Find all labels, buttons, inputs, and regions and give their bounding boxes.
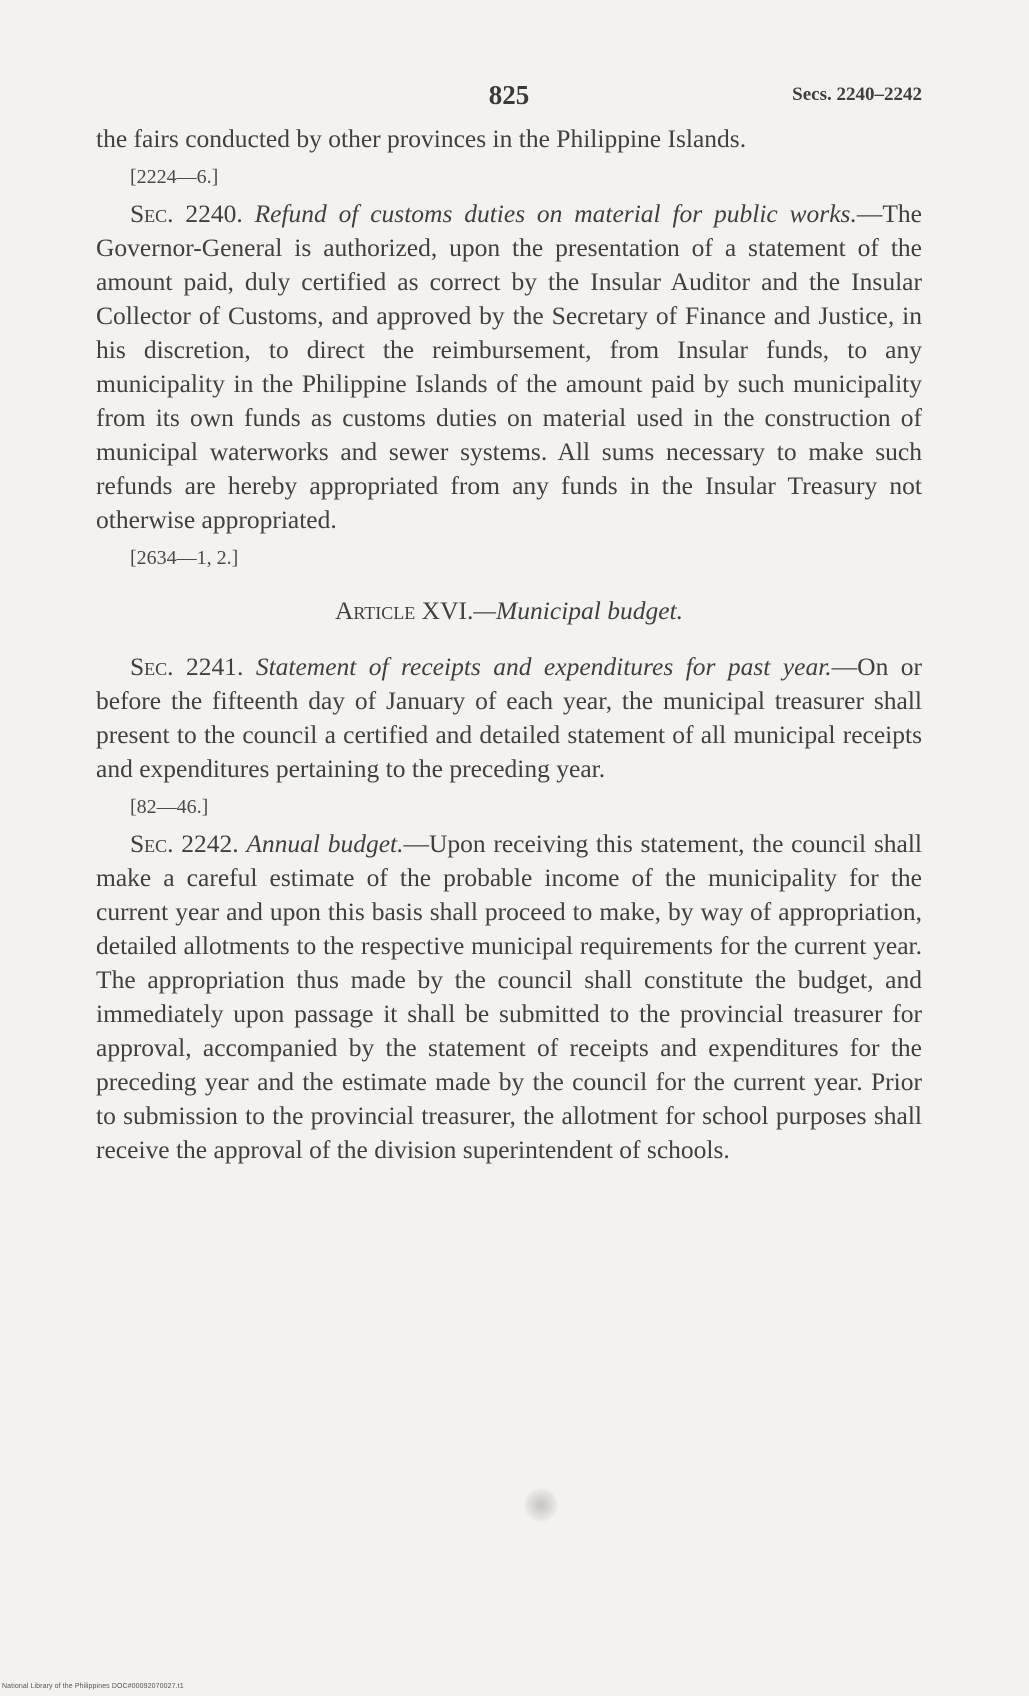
section-body: —Upon receiving this statement, the council shall make a careful estimate of the probable income of the municipality for the current year and upon this basis shall proceed to make, by way of appropriation, detailed allotments to the respective municipal requirements for the current year. The appropriation thus made by the council shall constitute the budget, and immediately upon passage it shall be submitted to the provincial treasurer for approval, accompanied by the statement of receipts and expenditures for the preceding year and the estimate made by the council for the current year. Prior to submission to the provincial treasurer, the allotment for school purposes shall receive the approval of the division superintendent of schools. <box>96 829 922 1164</box>
section-number: 2242. <box>181 829 239 858</box>
section-2240 <box>96 197 922 537</box>
section-label: Sec. <box>130 652 174 681</box>
section-title: Annual budget. <box>246 829 404 858</box>
section-body: —On or before the fifteenth day of January of each year, the municipal treasurer shall present to the council a certified and detailed statement of all municipal receipts and expenditures pertaining to the preceding year. <box>96 652 923 783</box>
article-label: Article XVI. <box>334 596 474 625</box>
document-page <box>96 78 922 1167</box>
section-label: Sec. <box>130 829 174 858</box>
section-body: —The Governor-General is authorized, upon the presentation of a statement of the amount paid, duly certified as correct by the Insular Auditor and the Insular Collector of Customs, and approved by the Secretary of Finance and Justice, in his discretion, to direct the reimbursement, from Insular funds, to any municipality in the Philippine Islands of the amount paid by such municipality from its own funds as customs duties on material used in the construction of municipal waterworks and sewer systems. All sums necessary to make such refunds are hereby appropriated from any funds in the Insular Treasury not otherwise appropriated. <box>96 199 923 534</box>
section-2241 <box>96 650 922 786</box>
citation: [2634—1, 2.] <box>130 547 239 569</box>
section-number: 2240. <box>185 199 243 228</box>
archive-footer: National Library of the Philippines DOC#00092070027.t1 <box>2 1683 184 1690</box>
page-header <box>96 78 922 118</box>
ink-blot-mark <box>524 1488 558 1522</box>
page-number: 825 <box>488 80 530 110</box>
section-2242 <box>96 827 922 1167</box>
section-range: Secs. 2240–2242 <box>792 84 922 105</box>
citation: [82—46.] <box>130 796 209 818</box>
section-title: Statement of receipts and expenditures for past year. <box>255 652 832 681</box>
citation: [2224—6.] <box>130 166 219 188</box>
section-label: Sec. <box>130 199 174 228</box>
section-number: 2241. <box>186 652 244 681</box>
article-title: —Municipal budget. <box>473 596 684 625</box>
article-heading <box>96 594 922 628</box>
continuation-paragraph: the fairs conducted by other provinces in the Philippine Islands. <box>96 124 747 153</box>
section-title: Refund of customs duties on material for public works. <box>254 199 857 228</box>
